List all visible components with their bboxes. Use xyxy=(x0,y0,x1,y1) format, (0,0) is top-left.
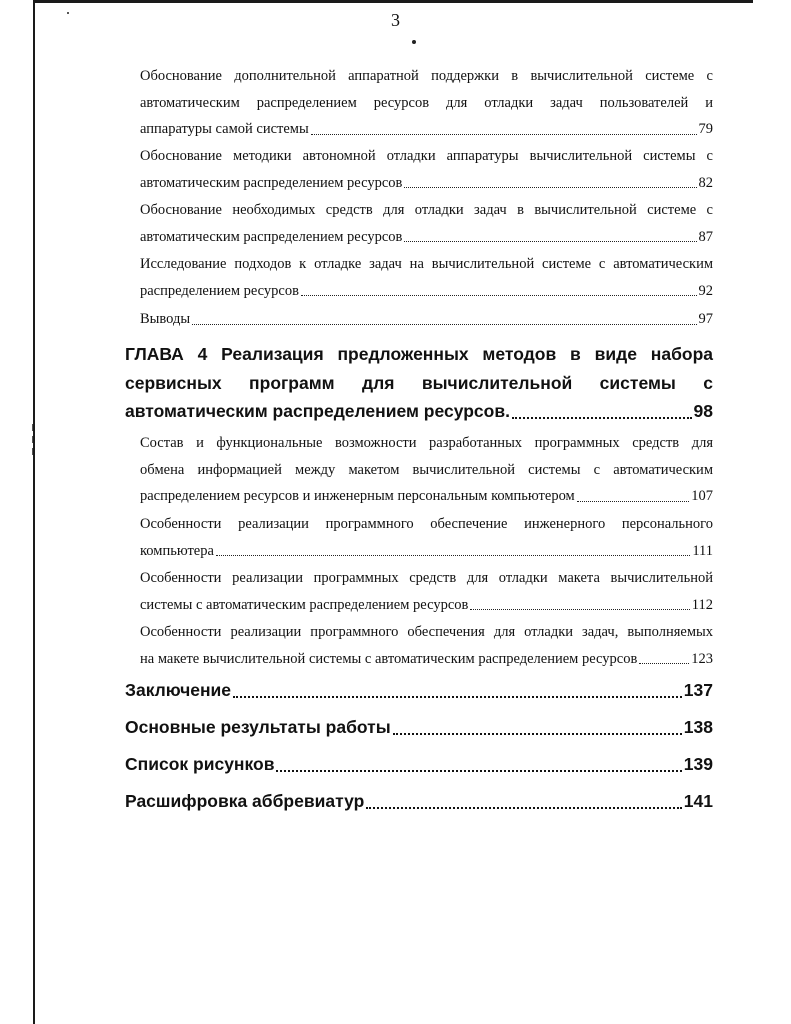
toc-entry xyxy=(140,619,713,672)
dot-leader xyxy=(276,770,681,772)
toc-entry-line: автоматическим распределением ресурсов для отладки задач пользователей и xyxy=(140,94,713,111)
dot-leader xyxy=(311,134,697,135)
toc-entry-line: обмена информацией между макетом вычислительной системы с автоматическим xyxy=(140,461,713,478)
toc-entry-last-line xyxy=(140,224,713,251)
toc-entry-line: распределением ресурсов и инженерным персональным компьютером xyxy=(140,488,575,504)
toc-entry xyxy=(140,63,713,143)
toc-entry-line: сервисных программ для вычислительной системы с xyxy=(125,372,713,393)
toc-entry-last-line xyxy=(140,170,713,197)
page-number: 3 xyxy=(391,10,400,30)
dot-leader xyxy=(639,663,689,664)
dot-leader xyxy=(233,696,682,698)
toc-entry-last-line xyxy=(140,483,713,510)
toc-page-number: 107 xyxy=(691,488,713,504)
toc-entry-last-line xyxy=(140,646,713,673)
toc-page-number: 87 xyxy=(698,228,713,245)
toc-entry-line: автоматическим распределением ресурсов xyxy=(140,174,403,191)
toc-entry-line: Обоснование дополнительной аппаратной поддержки в вычислительной системе с xyxy=(140,68,713,84)
toc-entry-line: компьютера xyxy=(140,542,214,559)
toc-section-entry xyxy=(125,676,713,704)
toc-entry-line: на макете вычислительной системы с автоматическим распределением ресурсов xyxy=(140,650,638,667)
toc-entry-last-line xyxy=(140,306,713,333)
toc-page-number: 111 xyxy=(692,542,713,559)
toc-entry-line: Особенности реализации программного обеспечение инженерного персонального xyxy=(140,516,713,532)
dot-leader xyxy=(470,609,689,610)
toc-page-number: 139 xyxy=(683,754,713,774)
toc-entry xyxy=(140,143,713,196)
dot-leader xyxy=(577,501,690,502)
toc-page-number: 92 xyxy=(698,282,713,299)
dot-leader xyxy=(192,324,696,325)
toc-entry-line: Выводы xyxy=(140,311,191,327)
dot-leader xyxy=(301,295,697,296)
toc-entry-line: ГЛАВА 4 Реализация предложенных методов в виде набора xyxy=(125,344,713,364)
toc-entry-last-line xyxy=(125,397,713,426)
dot-leader xyxy=(512,417,692,419)
toc-entry xyxy=(140,511,713,564)
toc-entry-last-line xyxy=(140,538,713,565)
toc-entry-line: автоматическим распределением ресурсов xyxy=(140,228,403,245)
toc-entry-line: Заключение xyxy=(125,680,232,700)
toc-entry-line: распределением ресурсов xyxy=(140,282,299,299)
toc-section-entry xyxy=(125,750,713,778)
toc-entry-line: Особенности реализации программного обеспечения для отладки задач, выполняемых xyxy=(140,624,713,640)
dot-leader xyxy=(404,187,696,188)
toc-entry-last-line xyxy=(125,787,713,815)
scan-mark xyxy=(32,424,33,431)
toc-entry-last-line xyxy=(125,676,713,704)
toc-section-entry xyxy=(125,787,713,815)
toc-entry-line: автоматическим распределением ресурсов. xyxy=(125,401,510,421)
toc-entry-line: системы с автоматическим распределением ресурсов xyxy=(140,596,469,613)
toc-page-number: 98 xyxy=(693,401,713,421)
toc-entry-line: Исследование подходов к отладке задач на вычислительной системе с автоматическим xyxy=(140,256,713,272)
toc-entry-last-line xyxy=(140,592,713,619)
toc-entry xyxy=(140,565,713,618)
scan-mark xyxy=(32,448,33,455)
toc-page-number: 141 xyxy=(683,791,713,811)
dot-leader xyxy=(216,555,690,556)
toc-page-number: 82 xyxy=(698,174,713,191)
toc-page-number: 138 xyxy=(683,717,713,737)
scan-mark xyxy=(32,436,33,443)
toc-page-number: 112 xyxy=(691,596,713,613)
toc-entry-line: Обоснование методики автономной отладки аппаратуры вычислительной системы с xyxy=(140,148,713,164)
toc-page-number: 79 xyxy=(698,121,713,137)
toc-page-number: 97 xyxy=(698,311,713,327)
toc-entry-line: Список рисунков xyxy=(125,754,275,774)
toc-entry-line: аппаратуры самой системы xyxy=(140,121,309,137)
toc-chapter-entry xyxy=(125,340,713,426)
toc-entry xyxy=(140,306,713,333)
toc-entry-last-line xyxy=(140,116,713,143)
toc-section-entry xyxy=(125,713,713,741)
dot-leader xyxy=(366,807,682,809)
toc-page-number: 123 xyxy=(691,650,713,667)
toc-entry-line: Состав и функциональные возможности разработанных программных средств для xyxy=(140,435,713,451)
toc-entry xyxy=(140,430,713,510)
toc-entry-line: Основные результаты работы xyxy=(125,717,391,737)
scan-speck xyxy=(412,40,416,44)
scan-top-border xyxy=(33,0,753,3)
toc-entry-last-line xyxy=(125,750,713,778)
scan-left-border xyxy=(33,0,35,1024)
dot-leader xyxy=(393,733,682,735)
toc-entry-last-line xyxy=(125,713,713,741)
toc-entry xyxy=(140,251,713,304)
toc-entry xyxy=(140,197,713,250)
toc-page-number: 137 xyxy=(683,680,713,700)
toc-entry-line: Обоснование необходимых средств для отладки задач в вычислительной системе с xyxy=(140,202,713,218)
toc-entry-last-line xyxy=(140,278,713,305)
dot-leader xyxy=(404,241,696,242)
toc-entry-line: Расшифровка аббревиатур xyxy=(125,791,365,811)
toc-entry-line: Особенности реализации программных средств для отладки макета вычислительной xyxy=(140,570,713,586)
